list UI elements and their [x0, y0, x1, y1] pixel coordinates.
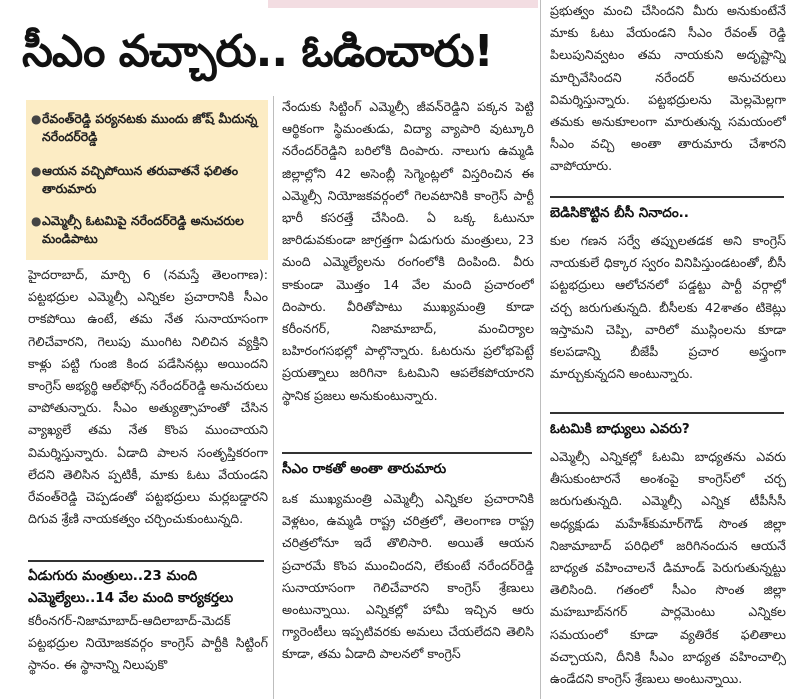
dateline: హైదరాబాద్, మార్చి 6 (నమస్తే తెలంగాణ): — [28, 267, 268, 282]
section-subheading: ఏడుగురు మంత్రులు..23 మంది ఎమ్మెల్యేలు..14 వేల మంది కార్యకర్తలు — [28, 568, 234, 606]
article-paragraph: హైదరాబాద్, మార్చి 6 (నమస్తే తెలంగాణ): పట్టభద్రుల ఎమ్మెల్సీ ఎన్నికల ప్రచారానికి సీఎం రాకపోయి ఉంటే, తమ నేత సునాయాసంగా గెలిచేవారని, గెలుపు ముంగిట నిలిచిన వ్యక్తిని కాళ్లు పట్టి గుంజి కింద పడేసినట్లు అయిందని కాంగ్రెస్ అభ్యర్థి ఆల్‌ఫోర్స్ నరేందర్‌రెడ్డి అనుచరులు వాపోతున్నారు. సీఎం అత్యుత్సాహంతో చేసిన వ్యాఖ్యలే తమ నేత కొంప ముంచాయని విమర్శిస్తున్నారు. ఏడాది పాలన సంతృప్తికరంగా లేదని తెలిసిన ప్పటికీ, మాకు ఓటు వేయండని రేవంత్‌రెడ్డి చెప్పడంతో పట్టభద్రులు మర్లబడ్డారని దిగువ శ్రేణి నాయకత్వం చర్చించుకుంటున్నది. — [28, 267, 268, 527]
column-2-bottom — [282, 488, 534, 699]
highlight-item — [31, 162, 264, 198]
bullet-icon: ● — [31, 112, 42, 126]
highlights-box — [26, 100, 268, 260]
highlight-item — [31, 212, 264, 248]
column-rule-2 — [540, 0, 541, 699]
article-paragraph: నేందుకు సిట్టింగ్ ఎమ్మెల్సీ జీవన్‌రెడ్డిని పక్కన పెట్టి ఆర్థికంగా స్థిమంతుడు, విద్యా వ్యాపారి వుట్కూరి నరేందర్‌రెడ్డిని బరిలోకి దింపారు. నాలుగు ఉమ్మడి జిల్లాల్లోని 42 అసెంబ్లీ సెగ్మెంట్లలో విస్తరించిన ఈ ఎమ్మెల్సీ నియోజకవర్గంలో గెలవటానికి కాంగ్రెస్ పార్టీ భారీ కసరత్తే చేసింది. ఏ ఒక్క ఓటునూ జారిడువకుండా జాగ్రత్తగా ఏడుగురు మంత్రులు, 23 మంది ఎమ్మెల్యేలను రంగంలోకి దింపింది. వీరు కాకుండా మొత్తం 14 వేల మంది ప్రచారంలో దింపారు. వీరితోపాటు ముఖ్యమంత్రి కూడా కరీంనగర్, నిజామాబాద్, మంచిర్యాల బహిరంగసభల్లో పాల్గొన్నారు. ఓటరును ప్రలోభపెట్టే ప్రయత్నాలు జరిగినా ఓటమిని ఆపలేకపోయారని స్థానిక ప్రజలు అనుకుంటున్నారు. — [282, 99, 534, 403]
column-1-bottom — [28, 610, 268, 699]
article-paragraph: ఒక ముఖ్యమంత్రి ఎమ్మెల్సీ ఎన్నికల ప్రచారానికి వెళ్లటం, ఉమ్మడి రాష్ట్ర చరిత్రలో, తెలంగాణ రాష్ట్ర చరిత్రలోనూ ఇదే తొలిసారి. అయితే ఆయన ప్రచారమే కొంప ముంచిందని, లేకుంటే నరేందర్‌రెడ్డి సునాయాసంగా గెలిచేవారని కాంగ్రెస్ శ్రేణులు అంటున్నాయి. ఎన్నికల్లో హామీ ఇచ్చిన ఆరు గ్యారెంటీలు ఇప్పటివరకు అమలు చేయలేదని తెలిసి కూడా, తమ ఏడాది పాలనలో కాంగ్రెస్ — [282, 491, 534, 662]
column-3-top — [550, 0, 786, 180]
article-paragraph: ప్రభుత్వం మంచి చేసిందని మీరు అనుకుంటేనే మాకు ఓటు వేయండని సీఎం రేవంత్ రెడ్డి పిలుపునివ్వటం తమ నాయకుని అదృష్టాన్ని మార్చివేసిందని నరేందర్ అనుచరులు విమర్శిస్తున్నారు. పట్టభద్రులను మెల్లమెల్లగా తమకు అనుకూలంగా మారుతున్న సమయంలో సీఎం వచ్చి అంతా తారుమారు చేశారని వాపోయారు. — [550, 3, 786, 174]
headline: సీఎం వచ్చారు.. ఓడించారు! — [22, 26, 493, 77]
highlight-text: ఎమ్మెల్సీ ఓటమిపై నరేందర్‌రెడ్డి అనుచరుల మండిపాటు — [42, 213, 244, 246]
section-subheading: బెడిసికొట్టిన బీసీ నినాదం.. — [550, 205, 689, 221]
column-3-middle — [550, 230, 786, 408]
column-1-top — [28, 264, 268, 556]
section-divider — [550, 196, 784, 198]
article-paragraph: ఎమ్మెల్సీ ఎన్నికల్లో ఓటమి బాధ్యతను ఎవరు తీసుకుంటారనే అంశంపై కాంగ్రెస్‌లో చర్చ జరుగుతున్నది. ఎమ్మెల్సీ ఎన్నిక టీపీసీసీ అధ్యక్షుడు మహేశ్‌కుమార్‌గౌడ్ సొంత జిల్లా నిజామాబాద్ పరిధిలో జరిగినందున ఆయనే బాధ్యత వహించాలనే డిమాండ్ పెరుగుతున్నట్టు తెలిసింది. గతంలో సీఎం సొంత జిల్లా మహబూబ్‌నగర్ పార్లమెంటు ఎన్నికల సమయంలో కూడా వ్యతిరేక ఫలితాలు వచ్చాయని, దీనికి సీఎం బాధ్యత వహించాల్సి ఉండేదని కాంగ్రెస్ శ్రేణులు అంటున్నాయి. — [550, 449, 786, 687]
article-paragraph: కుల గణన సర్వే తప్పులతడక అని కాంగ్రెస్ నాయకులే ధిక్కార స్వరం వినిపిస్తుండటంతో, బీసీ పట్టభద్రులు ఆలోచనలో పడ్డట్టు పార్టీ వర్గాల్లో చర్చ జరుగుతున్నది. బీసీలకు 42శాతం టికెట్లు ఇస్తామని చెప్పి, వారిలో ముస్లింలను కూడా కలపడాన్ని బీజేపీ ప్రచార అస్త్రంగా మార్చుకున్నదని అంటున్నారు. — [550, 233, 786, 382]
bullet-icon: ● — [31, 214, 42, 228]
section-divider — [28, 560, 264, 562]
highlight-text: రేవంత్‌రెడ్డి పర్యనటకు ముందు జోష్ మీదున్న నరేందర్‌రెడ్డి — [42, 111, 258, 144]
section-divider — [550, 412, 784, 414]
highlight-item — [31, 110, 264, 146]
section-subheading: ఓటమికి బాధ్యులు ఎవరు? — [550, 421, 690, 437]
highlight-text: ఆయన వచ్చిపోయిన తరువాతనే ఫలితం తారుమారు — [42, 163, 239, 196]
column-3-bottom — [550, 446, 786, 699]
article-paragraph: కరీంనగర్-నిజామాబాద్-ఆదిలాబాద్-మెదక్ పట్టభద్రుల నియోజకవర్గం కాంగ్రెస్ పార్టీకి సిట్టింగ్ స్థానం. ఈ స్థానాన్ని నిలుపుకొ — [28, 613, 268, 673]
section-divider — [282, 452, 532, 454]
column-2-top — [282, 96, 534, 448]
section-subheading: సీఎం రాకతో అంతా తారుమారు — [282, 461, 447, 477]
bullet-icon: ● — [31, 164, 42, 178]
top-color-strip — [268, 0, 538, 8]
column-rule-1 — [273, 96, 274, 699]
